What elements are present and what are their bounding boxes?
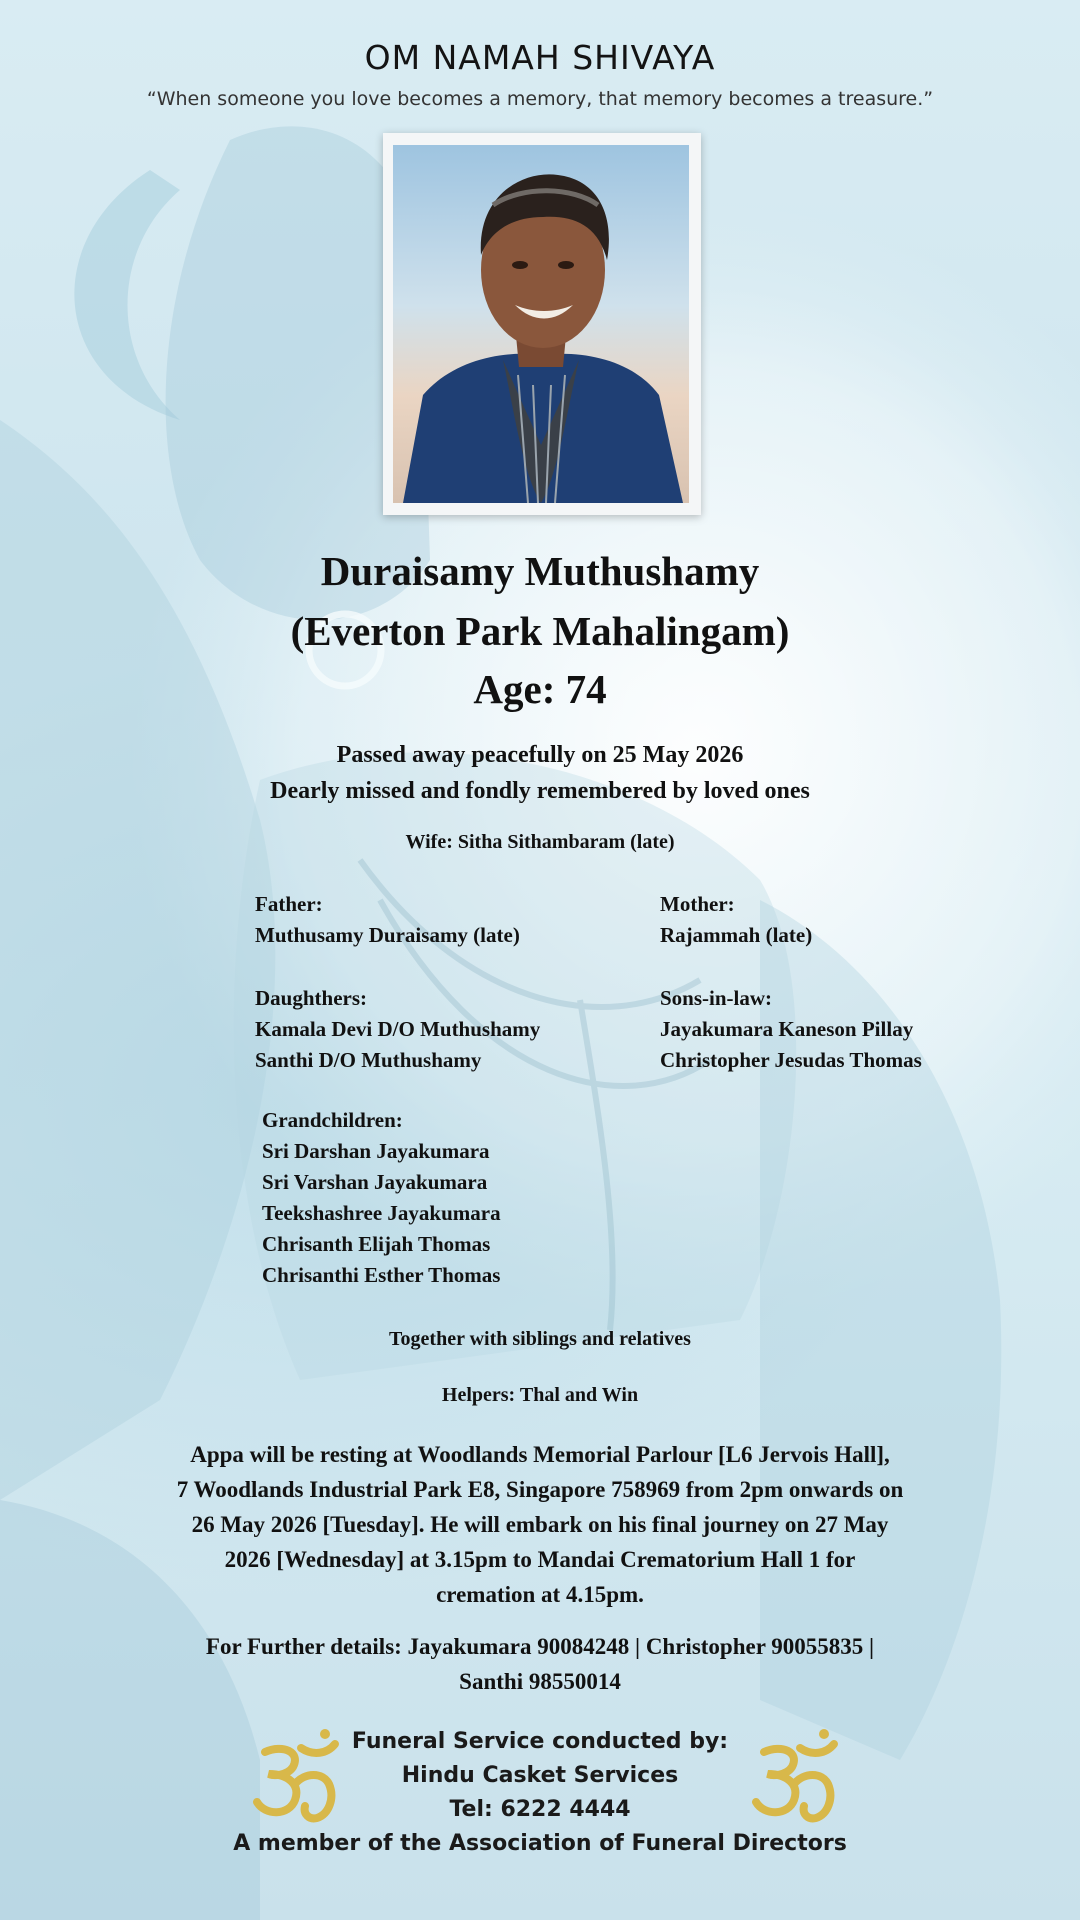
contact-line: For Further details: Jayakumara 90084248 | Christopher 90055835 |	[205, 1634, 875, 1659]
daughters-block	[255, 983, 540, 1076]
deceased-alias: (Everton Park Mahalingam)	[290, 608, 790, 654]
page-title: OM NAMAH SHIVAYA	[364, 38, 716, 77]
grandchildren-label: Grandchildren:	[262, 1108, 403, 1132]
remembrance-line: Dearly missed and fondly remembered by loved ones	[270, 778, 810, 804]
grandchild-name: Teekshashree Jayakumara	[262, 1201, 501, 1225]
wake-line: 26 May 2026 [Tuesday]. He will embark on his final journey on 27 May	[191, 1512, 889, 1537]
deceased-name: Duraisamy Muthushamy	[320, 548, 760, 594]
mother-block	[660, 889, 812, 951]
wake-line: cremation at 4.15pm.	[436, 1582, 644, 1607]
son-in-law-name: Christopher Jesudas Thomas	[660, 1048, 922, 1072]
portrait-photo	[393, 145, 689, 503]
grandchild-name: Chrisanth Elijah Thomas	[262, 1232, 491, 1256]
deceased-age: Age: 74	[473, 666, 607, 712]
father-name: Muthusamy Duraisamy (late)	[255, 923, 520, 947]
siblings-line: Together with siblings and relatives	[389, 1328, 691, 1350]
grandchildren-block	[262, 1105, 501, 1291]
contact-details	[0, 1629, 1080, 1699]
memorial-quote: “When someone you love becomes a memory, that memory becomes a treasure.”	[146, 88, 934, 110]
sons-in-law-label: Sons-in-law:	[660, 986, 773, 1010]
mother-label: Mother:	[660, 892, 735, 916]
wife-line: Wife: Sitha Sithambaram (late)	[405, 831, 675, 853]
wake-line: Appa will be resting at Woodlands Memorial Parlour [L6 Jervois Hall],	[190, 1442, 890, 1467]
daughter-name: Kamala Devi D/O Muthushamy	[255, 1017, 541, 1041]
son-in-law-name: Jayakumara Kaneson Pillay	[660, 1017, 914, 1041]
wake-line: 2026 [Wednesday] at 3.15pm to Mandai Crematorium Hall 1 for	[224, 1547, 856, 1572]
portrait-frame	[383, 133, 701, 515]
daughters-label: Daughthers:	[255, 986, 368, 1010]
sons-in-law-block	[660, 983, 922, 1076]
wake-line: 7 Woodlands Industrial Park E8, Singapore 758969 from 2pm onwards on	[176, 1477, 904, 1502]
funeral-service-label: Funeral Service conducted by:	[351, 1729, 729, 1754]
father-label: Father:	[255, 892, 323, 916]
grandchild-name: Sri Varshan Jayakumara	[262, 1170, 488, 1194]
contact-line: Santhi 98550014	[459, 1669, 621, 1694]
association-membership: A member of the Association of Funeral Directors	[233, 1831, 847, 1856]
daughter-name: Santhi D/O Muthushamy	[255, 1048, 482, 1072]
wake-details	[0, 1437, 1080, 1612]
grandchild-name: Sri Darshan Jayakumara	[262, 1139, 490, 1163]
funeral-company-phone: Tel: 6222 4444	[449, 1797, 631, 1822]
mother-name: Rajammah (late)	[660, 923, 813, 947]
funeral-company-name: Hindu Casket Services	[401, 1763, 679, 1788]
father-block	[255, 889, 520, 951]
passing-notice: Passed away peacefully on 25 May 2026	[336, 742, 744, 768]
helpers-line: Helpers: Thal and Win	[441, 1384, 639, 1406]
grandchild-name: Chrisanthi Esther Thomas	[262, 1263, 501, 1287]
funeral-service-block	[0, 1725, 1080, 1861]
